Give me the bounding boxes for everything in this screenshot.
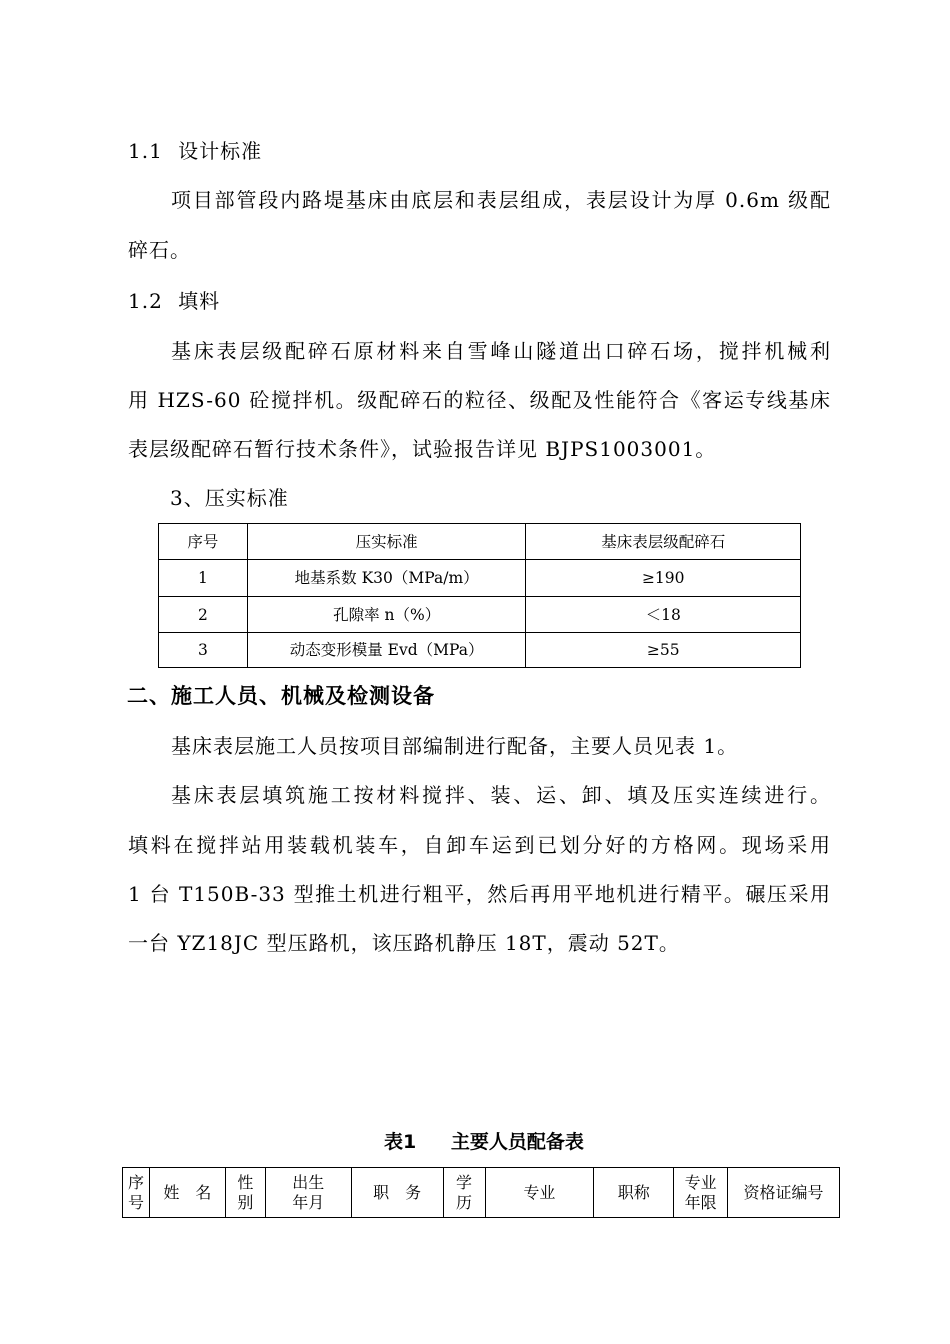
paragraph-line: 基床表层级配碎石原材料来自雪峰山隧道出口碎石场，搅拌机械利 [171,339,831,363]
paragraph-line: 基床表层施工人员按项目部编制进行配备，主要人员见表 1。 [171,734,739,758]
staff-table [122,1167,840,1218]
section-number: 1.1 [128,139,163,163]
table-cell: ≥55 [526,633,801,668]
paragraph-line: 碎石。 [128,238,191,262]
section-number: 1.2 [128,289,163,313]
header-cell-name: 姓 名 [149,1168,225,1218]
header-cell-position: 职 务 [351,1168,443,1218]
table-caption-title: 主要人员配备表 [450,1131,584,1153]
paragraph-line: 1 台 T150B-33 型推土机进行粗平，然后再用平地机进行精平。碾压采用 [128,882,831,906]
table-cell: 地基系数 K30（MPa/m） [247,560,526,597]
header-cell: 基床表层级配碎石 [526,524,801,560]
table-cell: 2 [159,597,248,633]
header-cell: 压实标准 [247,524,526,560]
table-header-row [159,524,801,560]
table-cell: ≥190 [526,560,801,597]
section-heading-3: 3、压实标准 [170,486,289,510]
table-cell: 孔隙率 n（%） [247,597,526,633]
section-heading-2: 二、施工人员、机械及检测设备 [127,684,435,708]
table-row [159,560,801,597]
paragraph-line: 填料在搅拌站用装载机装车，自卸车运到已划分好的方格网。现场采用 [128,833,831,857]
paragraph-line: 表层级配碎石暂行技术条件》，试验报告详见 BJPS1003001。 [128,437,717,461]
section-title: 填料 [178,289,221,313]
header-cell-major: 专业 [485,1168,594,1218]
paragraph-line: 基床表层填筑施工按材料搅拌、装、运、卸、填及压实连续进行。 [171,783,831,807]
table-caption [384,1130,584,1154]
table-cell: 1 [159,560,248,597]
table-header-row [123,1168,840,1218]
header-cell: 序号 [159,524,248,560]
section-title: 设计标准 [178,139,263,163]
table-caption-label: 表1 [384,1131,417,1153]
header-cell-years: 专业 年限 [674,1168,728,1218]
table-row [159,633,801,668]
paragraph-line: 用 HZS-60 砼搅拌机。级配碎石的粒径、级配及性能符合《客运专线基床 [128,388,831,412]
header-cell-birth: 出生 年月 [265,1168,351,1218]
header-cell-education: 学 历 [443,1168,485,1218]
header-cell-certificate: 资格证编号 [728,1168,840,1218]
paragraph-line: 项目部管段内路堤基床由底层和表层组成，表层设计为厚 0.6m 级配 [171,188,831,212]
table-row [159,597,801,633]
header-cell-gender: 性 别 [225,1168,265,1218]
compaction-standard-table [158,523,801,668]
header-cell-title: 职称 [594,1168,674,1218]
table-cell: ＜18 [526,597,801,633]
header-cell-index: 序 号 [123,1168,150,1218]
section-heading-1-1 [128,139,262,163]
section-heading-1-2 [128,289,220,313]
table-cell: 3 [159,633,248,668]
paragraph-line: 一台 YZ18JC 型压路机，该压路机静压 18T，震动 52T。 [128,931,680,955]
table-cell: 动态变形模量 Evd（MPa） [247,633,526,668]
